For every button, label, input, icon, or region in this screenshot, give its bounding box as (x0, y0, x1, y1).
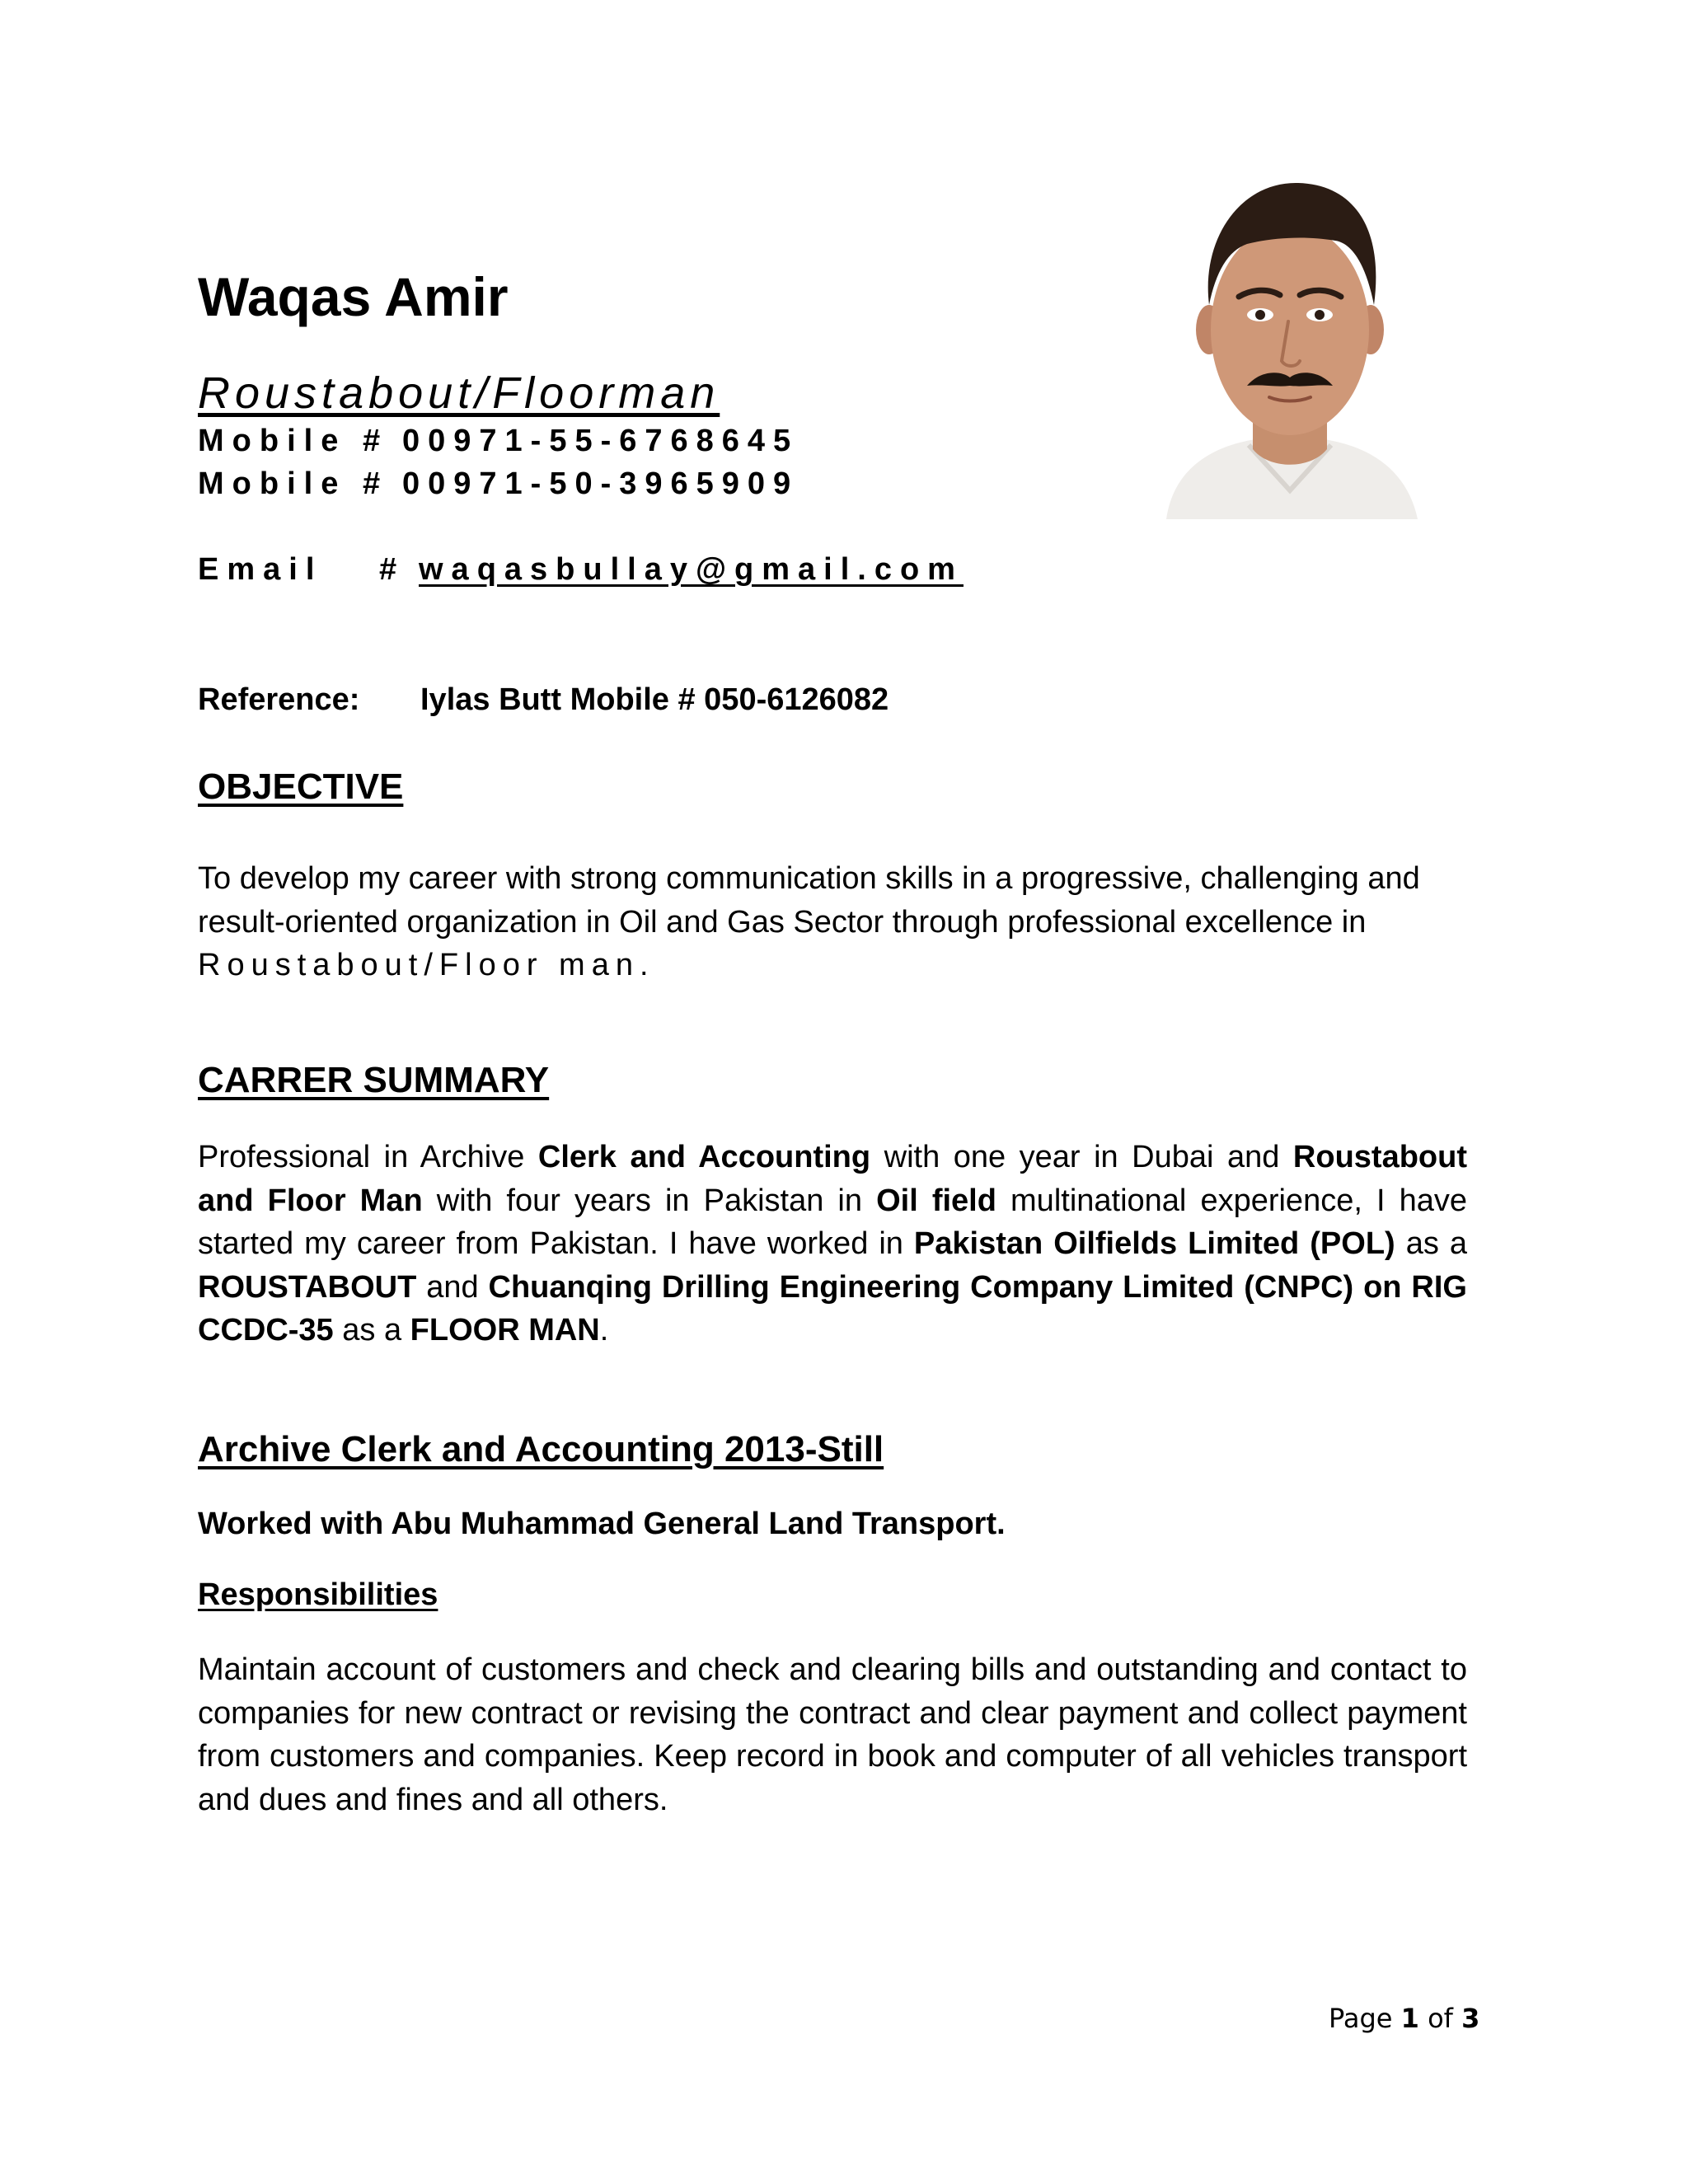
career-summary-segment: Clerk and Accounting (537, 1140, 871, 1174)
job-title: Roustabout/Floorman (198, 368, 720, 418)
responsibilities-heading: Responsibilities (198, 1577, 438, 1612)
career-summary-segment: with four years in Pakistan in (422, 1183, 877, 1218)
hash-symbol: # (379, 552, 406, 587)
career-summary-segment: ROUSTABOUT (198, 1269, 417, 1305)
mobile-number-2: 00971-50-3965909 (402, 466, 799, 501)
email-line (198, 551, 964, 588)
hash-symbol: # (363, 424, 389, 458)
objective-text-main: To develop my career with strong communication skills in a progressive, challenging and result-oriented organization in Oil and Gas Sector through professional excellence in (198, 861, 1420, 940)
email-label: Email (198, 552, 323, 587)
of-word: of (1428, 2003, 1453, 2034)
career-summary-segment: as a (1395, 1226, 1467, 1261)
career-summary-segment: Roustabout and Floor Man (198, 1140, 1467, 1218)
reference-line (198, 682, 889, 718)
archive-heading: Archive Clerk and Accounting 2013-Still (198, 1429, 884, 1469)
career-summary-heading: CARRER SUMMARY (198, 1060, 550, 1100)
page-word: Page (1329, 2003, 1393, 2034)
mobile-line-1 (198, 422, 799, 460)
career-summary-segment: Oil field (876, 1183, 996, 1218)
career-summary-segment: FLOOR MAN (410, 1313, 600, 1347)
objective-text-role: Roustabout/Floor man. (198, 948, 655, 982)
career-summary-segment: as a (333, 1313, 410, 1347)
hash-symbol: # (363, 466, 389, 501)
portrait-image (1150, 165, 1430, 519)
career-summary-segment: Chuanqing Drilling Engineering Company Limited (CNPC) on RIG CCDC-35 (198, 1269, 1467, 1347)
career-summary-segment: Professional in Archive (198, 1140, 538, 1174)
career-summary-segment: multinational experience, I have started my career from Pakistan. I have worked in (198, 1183, 1467, 1261)
mobile-line-2 (198, 465, 799, 503)
responsibilities-text: Maintain account of customers and check and clearing bills and outstanding and contact to companies for new contract or revising the contract and clear payment and collect payment from customers and companies. Keep record in book and computer of all vehicles transport and dues and fines and all others. (198, 1652, 1467, 1817)
mobile-label: Mobile (198, 424, 347, 458)
candidate-name: Waqas Amir (198, 266, 509, 327)
reference-label: Reference: (198, 682, 360, 717)
career-summary-segment: Pakistan Oilfields Limited (POL) (913, 1226, 1395, 1261)
page-number: 1 (1400, 2003, 1419, 2034)
objective-text (198, 857, 1467, 987)
career-summary-segment: and (416, 1269, 489, 1305)
objective-heading: OBJECTIVE (198, 766, 404, 807)
page-total: 3 (1461, 2003, 1480, 2034)
mobile-number-1: 00971-55-6768645 (402, 424, 799, 458)
career-summary-segment: with one year in Dubai and (870, 1140, 1293, 1174)
email-link[interactable]: waqasbullay@gmail.com (419, 552, 964, 587)
reference-value: Iylas Butt Mobile # 050-6126082 (420, 682, 889, 717)
career-summary-text (198, 1136, 1467, 1352)
career-summary-segment: . (599, 1313, 609, 1347)
page-footer (1329, 2003, 1479, 2034)
worked-with: Worked with Abu Muhammad General Land Transport. (198, 1507, 1006, 1541)
mobile-label: Mobile (198, 466, 347, 501)
profile-photo (1150, 165, 1430, 519)
